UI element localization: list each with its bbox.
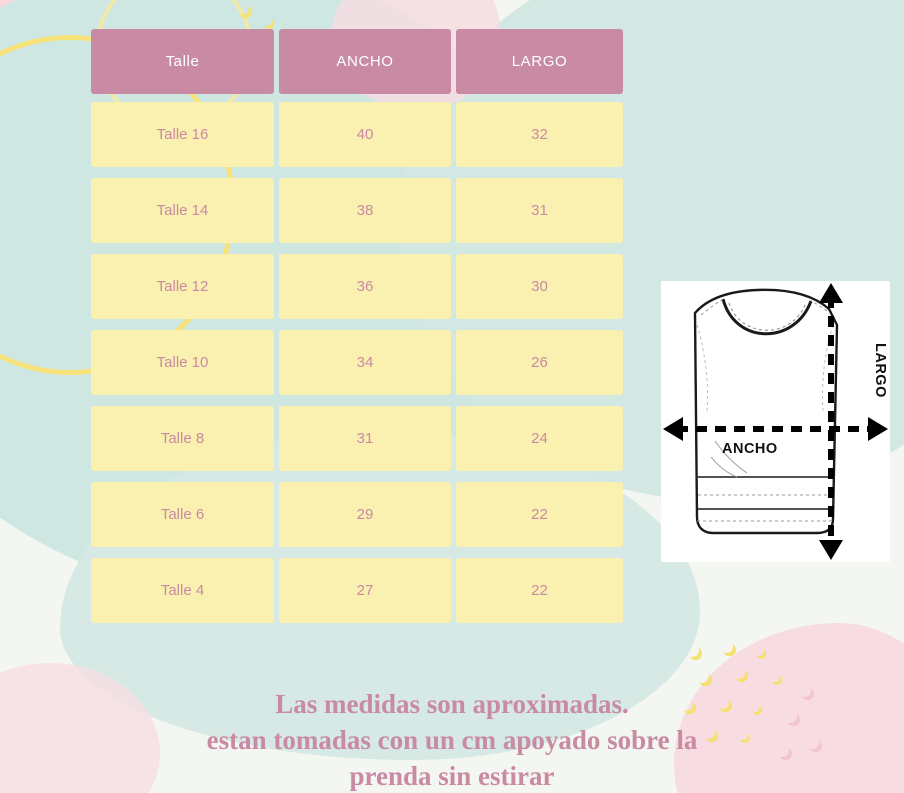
size-table	[91, 29, 623, 634]
cell-talle: Talle 6	[91, 482, 274, 547]
cell-ancho: 27	[279, 558, 451, 623]
note-line-2: estan tomadas con un cm apoyado sobre la	[206, 725, 698, 755]
cell-largo: 32	[456, 102, 623, 167]
table-row	[91, 406, 623, 471]
cell-largo: 22	[456, 558, 623, 623]
cell-ancho: 40	[279, 102, 451, 167]
cell-talle: Talle 14	[91, 178, 274, 243]
cell-ancho: 31	[279, 406, 451, 471]
cell-largo: 22	[456, 482, 623, 547]
cell-talle: Talle 8	[91, 406, 274, 471]
column-header-largo: LARGO	[456, 29, 623, 94]
note-line-3: prenda sin estirar	[349, 761, 555, 791]
garment-illustration	[661, 281, 890, 562]
table-row	[91, 178, 623, 243]
column-header-ancho: ANCHO	[279, 29, 451, 94]
cell-talle: Talle 16	[91, 102, 274, 167]
column-header-talle: Talle	[91, 29, 274, 94]
cell-ancho: 29	[279, 482, 451, 547]
diagram-label-largo: LARGO	[872, 343, 888, 398]
cell-talle: Talle 4	[91, 558, 274, 623]
table-body	[91, 102, 623, 623]
cell-ancho: 38	[279, 178, 451, 243]
table-row	[91, 558, 623, 623]
cell-talle: Talle 12	[91, 254, 274, 319]
disclaimer-note	[0, 686, 904, 793]
table-row	[91, 482, 623, 547]
cell-largo: 26	[456, 330, 623, 395]
cell-ancho: 36	[279, 254, 451, 319]
table-row	[91, 102, 623, 167]
cell-talle: Talle 10	[91, 330, 274, 395]
note-line-1: Las medidas son aproximadas.	[275, 689, 629, 719]
table-row	[91, 330, 623, 395]
cell-largo: 31	[456, 178, 623, 243]
cell-largo: 30	[456, 254, 623, 319]
measurement-diagram	[661, 281, 890, 562]
diagram-label-ancho: ANCHO	[722, 441, 778, 457]
table-header-row	[91, 29, 623, 94]
cell-ancho: 34	[279, 330, 451, 395]
table-row	[91, 254, 623, 319]
cell-largo: 24	[456, 406, 623, 471]
